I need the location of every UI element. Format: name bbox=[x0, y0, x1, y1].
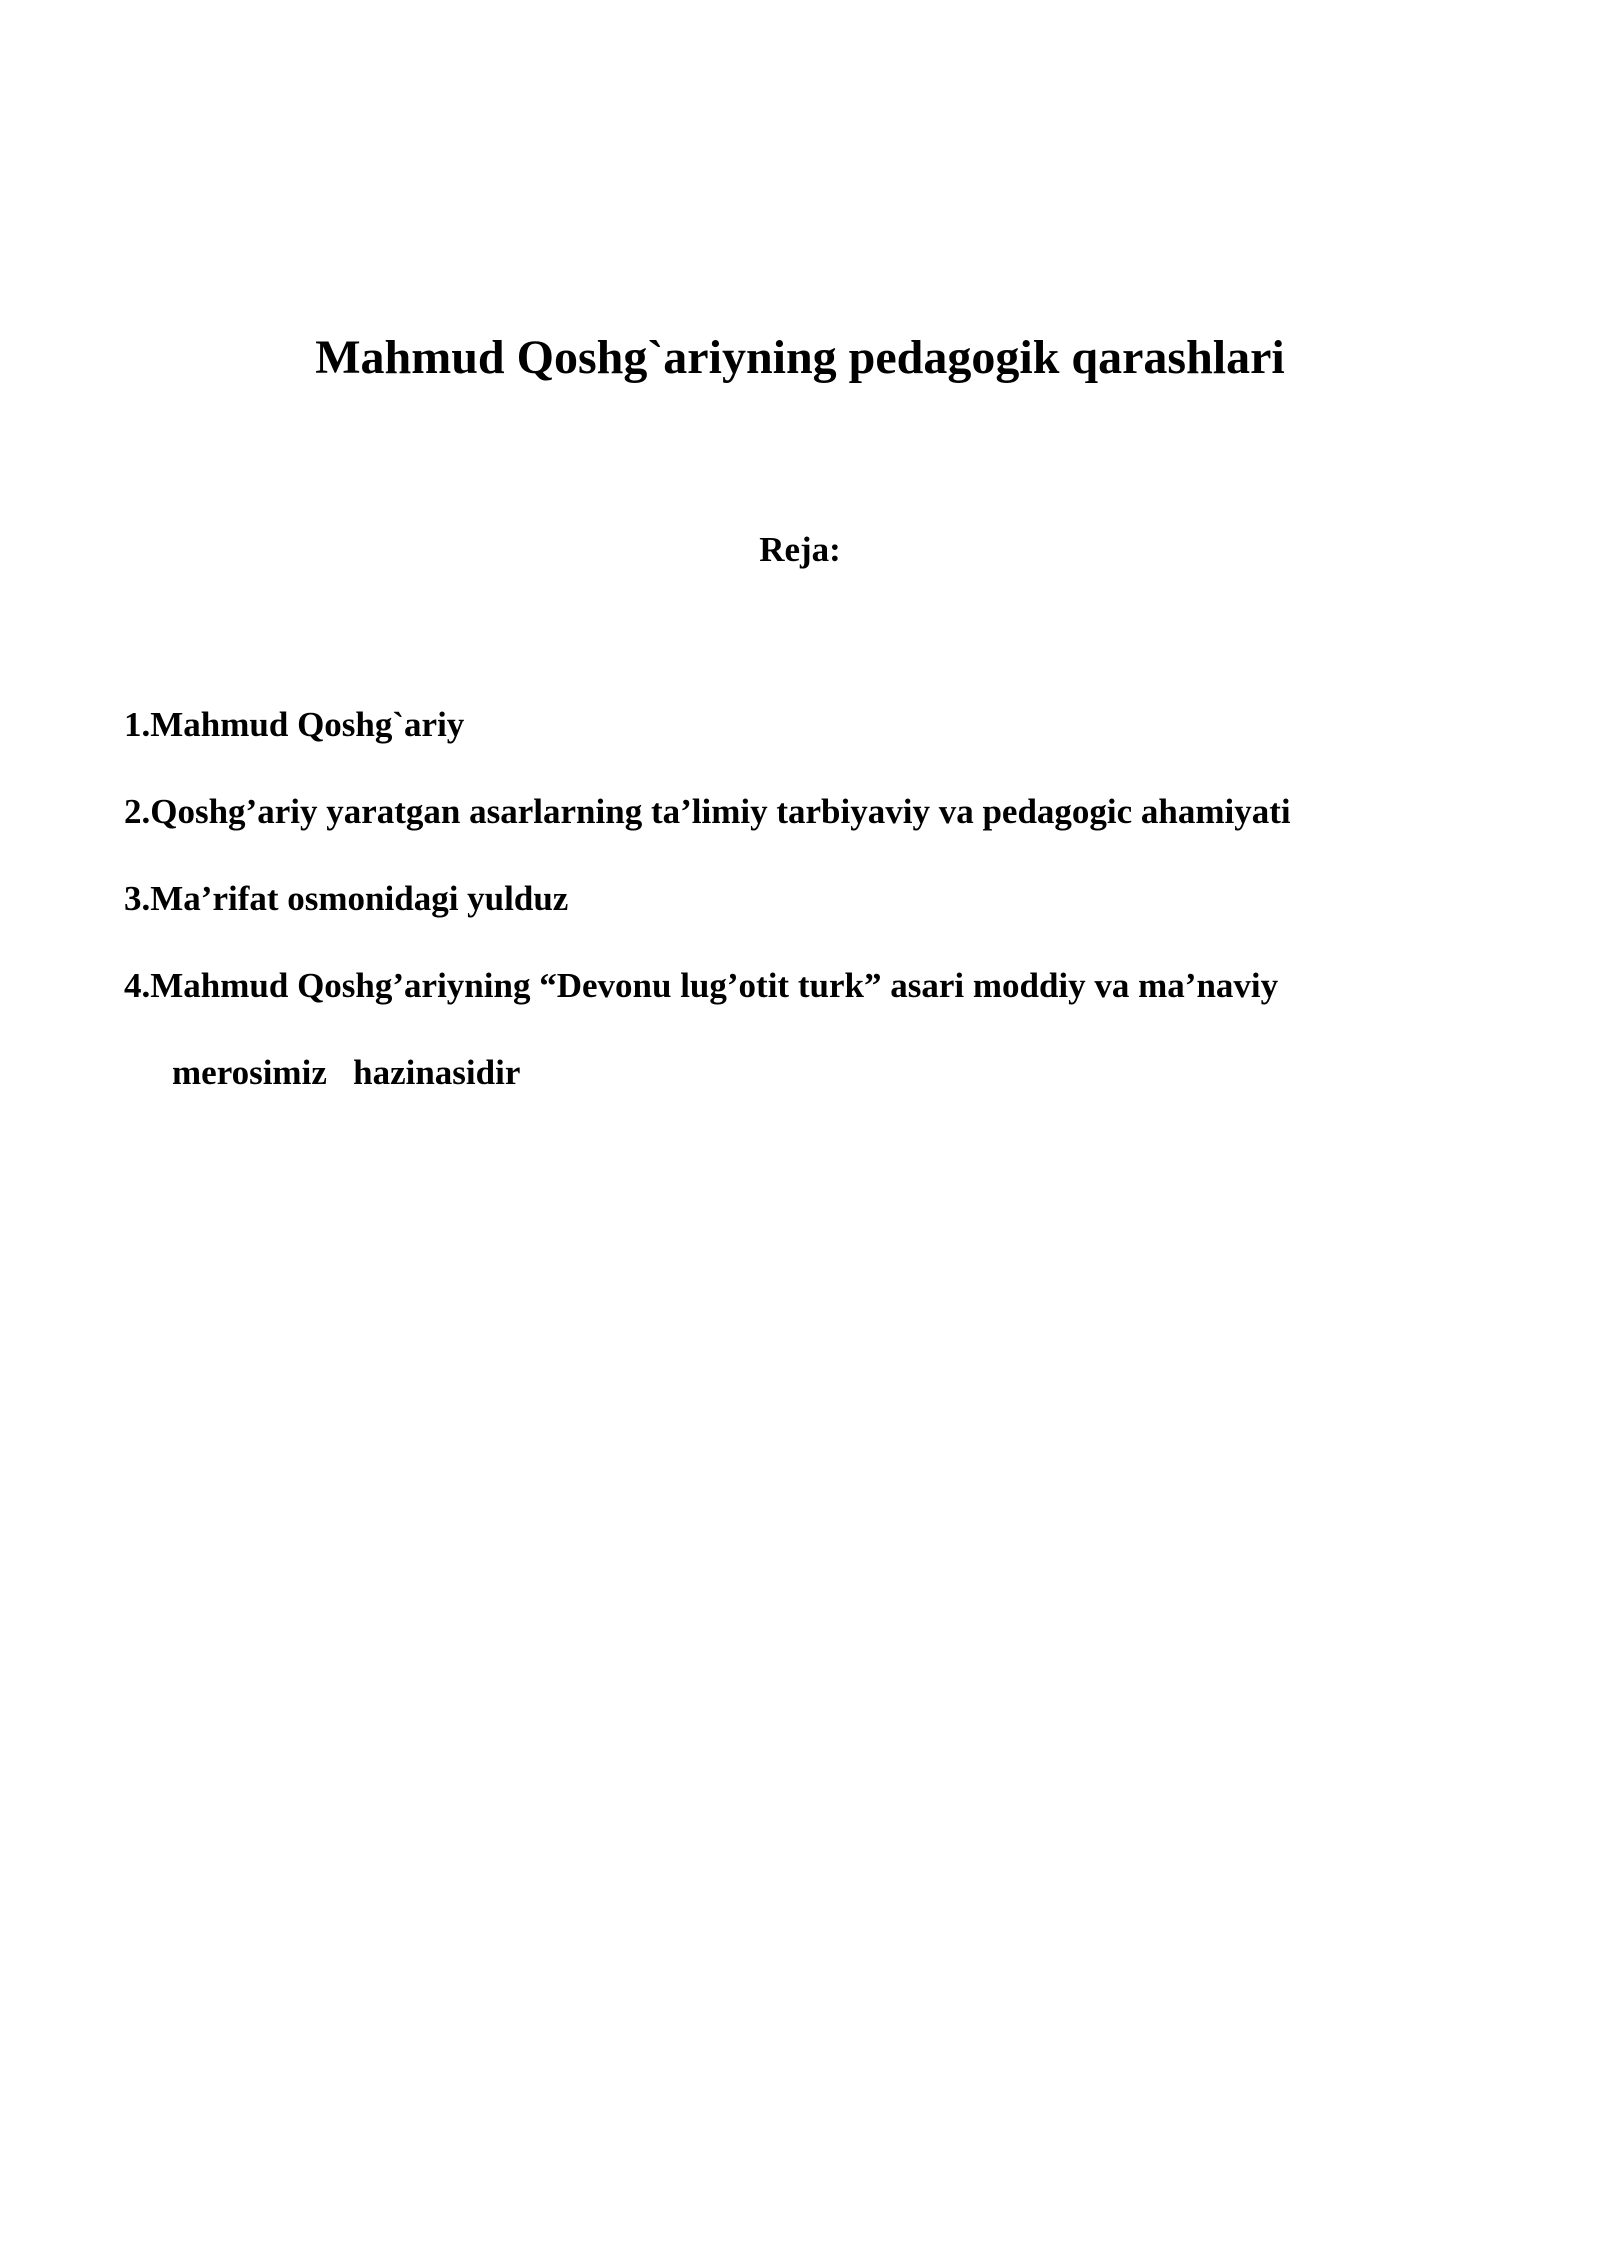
plan-item-text: 4.Mahmud Qoshg’ariyning “Devonu lug’otit turk” asari moddiy va ma’naviy bbox=[124, 966, 1279, 1005]
plan-item-2 bbox=[124, 787, 1524, 874]
plan-item-text-continuation: merosimiz hazinasidir bbox=[172, 1053, 521, 1092]
plan-list bbox=[124, 700, 1524, 1092]
document-title: Mahmud Qoshg`ariyning pedagogik qarashlari bbox=[315, 331, 1285, 384]
plan-item-1 bbox=[124, 700, 1524, 787]
plan-item-4 bbox=[124, 961, 1524, 1092]
plan-heading: Reja: bbox=[759, 530, 841, 569]
plan-item-3 bbox=[124, 874, 1524, 961]
plan-item-text: 3.Ma’rifat osmonidagi yulduz bbox=[124, 879, 569, 918]
plan-item-text: 2.Qoshg’ariy yaratgan asarlarning ta’limiy tarbiyaviy va pedagogic ahamiyati bbox=[124, 792, 1291, 831]
plan-item-text: 1.Mahmud Qoshg`ariy bbox=[124, 705, 465, 744]
